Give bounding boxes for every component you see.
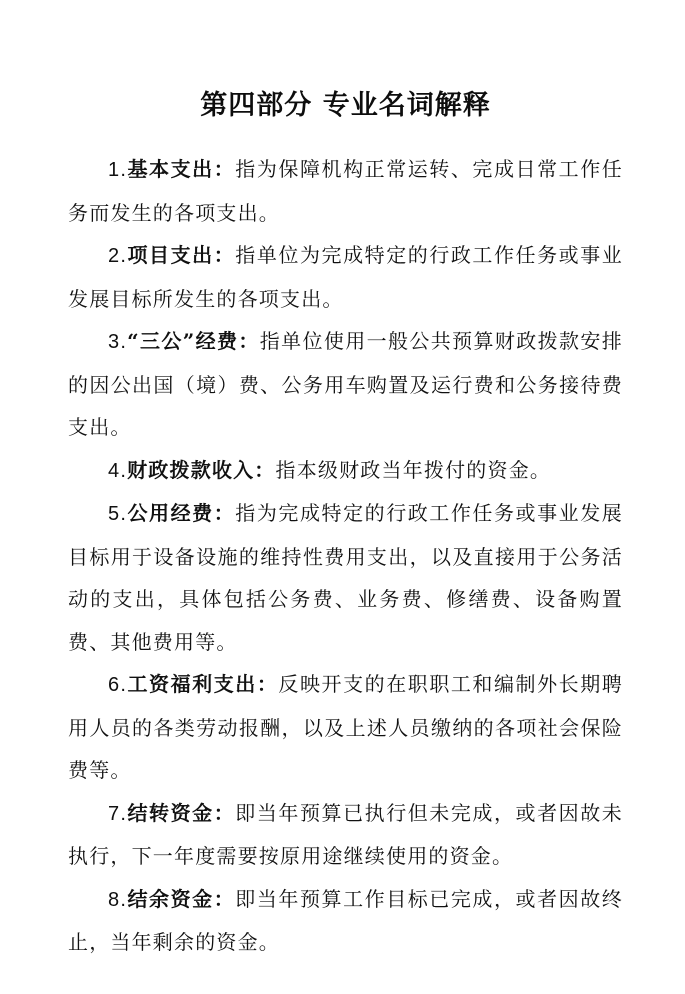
item-definition: 指为完成特定的行政工作任务或事业发展目标用于设备设施的维持性费用支出，以及直接用于公务活动的支出，具体包括公务费、业务费、修缮费、设备购置费、其他费用等。 xyxy=(68,501,623,654)
item-number: 2. xyxy=(108,245,128,267)
item-number: 8. xyxy=(108,888,128,911)
item-definition: 即当年预算工作目标已完成，或者因故终止，当年剩余的资金。 xyxy=(68,886,623,954)
item-definition: 反映开支的在职职工和编制外长期聘用人员的各类劳动报酬，以及上述人员缴纳的各项社会保险费等。 xyxy=(68,672,624,782)
item-number: 6. xyxy=(108,674,128,696)
item-number: 5. xyxy=(108,503,128,525)
definition-item-3 xyxy=(68,320,623,449)
item-term: “三公”经费： xyxy=(127,329,260,353)
item-term: 公用经费： xyxy=(127,501,236,525)
definition-item-6 xyxy=(68,663,623,792)
definition-item-7 xyxy=(68,792,623,878)
item-definition: 指为保障机构正常运转、完成日常工作任务而发生的各项支出。 xyxy=(68,157,623,225)
item-number: 7. xyxy=(108,802,128,825)
item-definition: 指本级财政当年拨付的资金。 xyxy=(275,457,552,482)
definition-item-5 xyxy=(68,492,623,663)
item-definition: 指单位为完成特定的行政工作任务或事业发展目标所发生的各项支出。 xyxy=(68,243,623,311)
item-term: 项目支出： xyxy=(127,243,236,267)
item-term: 结转资金： xyxy=(127,800,236,825)
item-definition: 指单位使用一般公共预算财政拨款安排的因公出国（境）费、公务用车购置及运行费和公务接待费支出。 xyxy=(68,329,623,439)
item-term: 基本支出： xyxy=(127,157,236,181)
item-number: 3. xyxy=(108,331,128,353)
definition-item-8 xyxy=(68,878,623,964)
page-title: 第四部分 专业名词解释 xyxy=(200,90,491,121)
item-number: 4. xyxy=(108,459,128,482)
item-number: 1. xyxy=(108,159,128,181)
item-definition: 即当年预算已执行但未完成，或者因故未执行，下一年度需要按原用途继续使用的资金。 xyxy=(68,800,623,868)
definition-item-4 xyxy=(68,449,623,493)
item-term: 工资福利支出： xyxy=(127,672,279,696)
item-term: 财政拨款收入： xyxy=(127,457,276,482)
item-term: 结余资金： xyxy=(127,886,236,911)
definition-item-1 xyxy=(68,148,623,234)
definition-item-2 xyxy=(68,234,623,320)
